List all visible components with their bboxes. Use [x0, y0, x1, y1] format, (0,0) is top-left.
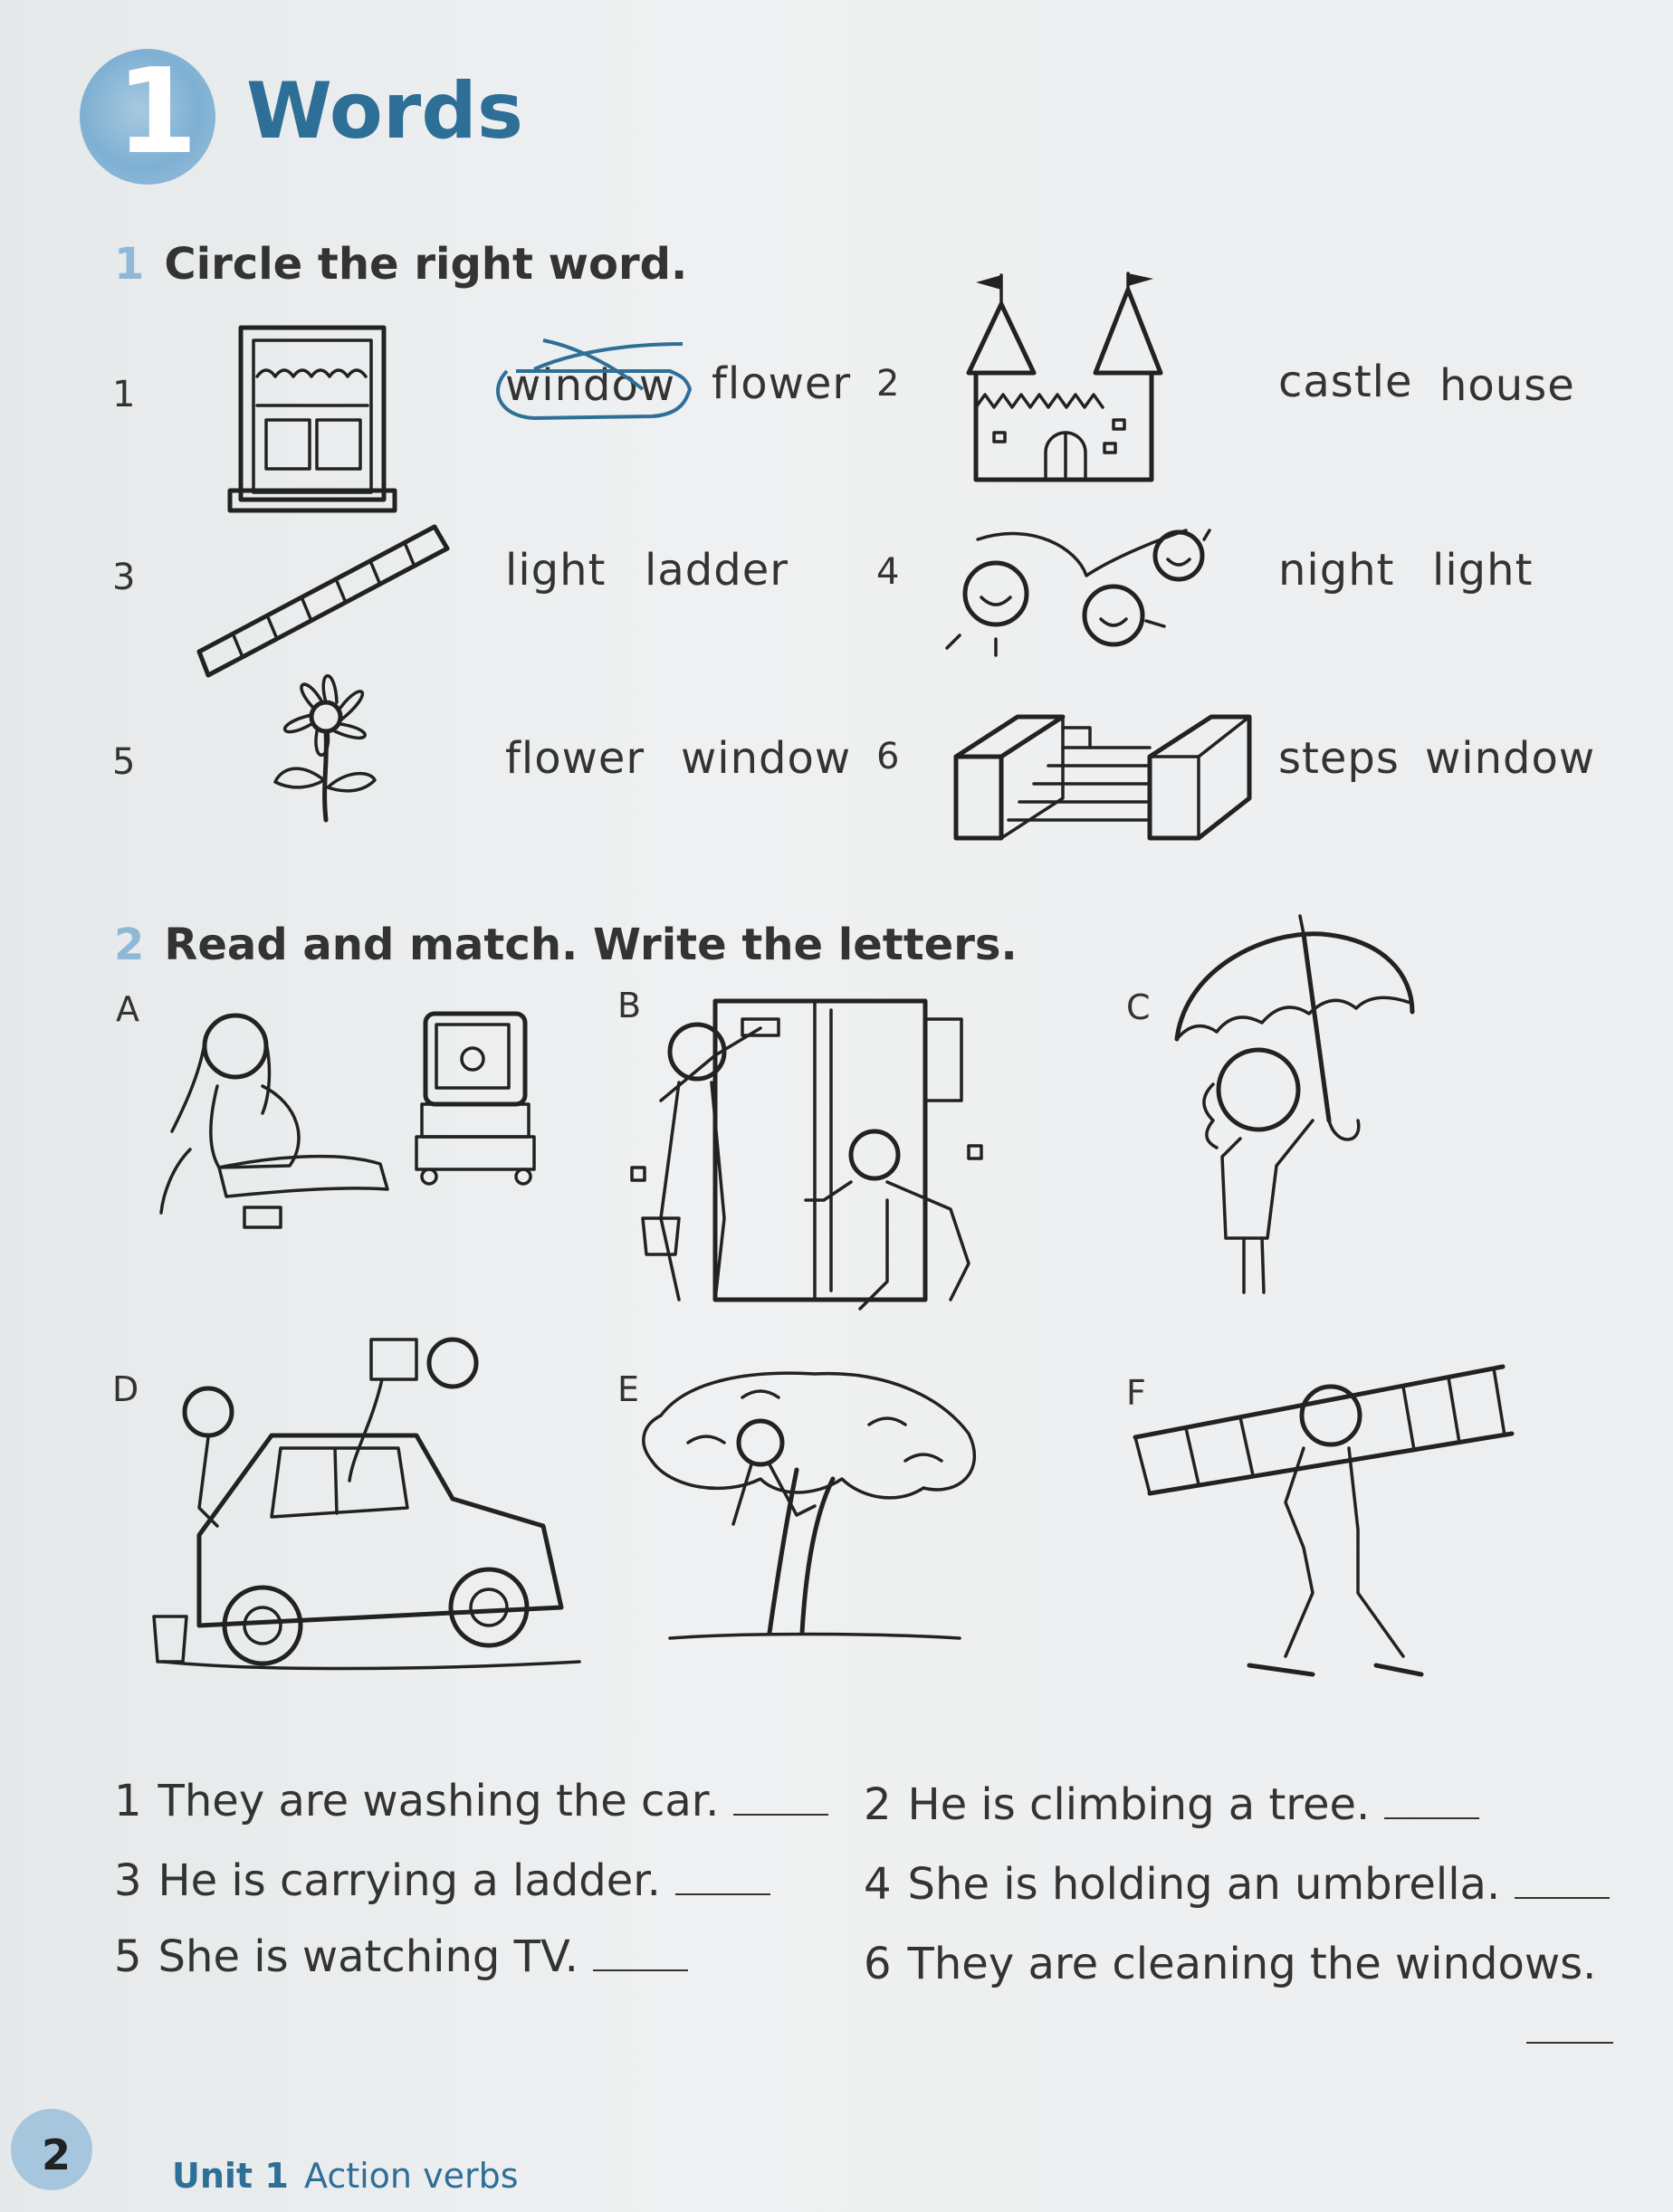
option-window[interactable]: window: [505, 360, 676, 411]
exercise1-instruction: Circle the right word.: [164, 239, 688, 290]
option-flower-2[interactable]: flower: [505, 733, 645, 784]
sentence-6-number: 6: [864, 1939, 892, 1989]
exercise2-heading: [114, 920, 1018, 970]
sentence-4: [864, 1859, 1610, 1910]
item-number-6: 6: [876, 736, 900, 777]
sentence-6: [864, 1939, 1597, 1989]
page-title: Words: [246, 66, 524, 157]
option-window-2[interactable]: window: [681, 733, 852, 784]
option-ladder[interactable]: ladder: [645, 545, 789, 596]
picture-letter-f: F: [1126, 1373, 1146, 1413]
answer-blank-5[interactable]: [593, 1969, 688, 1971]
picture-letter-c: C: [1126, 987, 1151, 1027]
carrying-ladder-picture: [1132, 1358, 1602, 1702]
sentence-5: [114, 1931, 688, 1982]
sentence-6-text: They are cleaning the windows.: [907, 1939, 1597, 1989]
exercise1-number: 1: [114, 239, 145, 290]
footer-unit-label: Unit 1: [172, 2156, 289, 2196]
option-light[interactable]: light: [505, 545, 607, 596]
sentence-1-number: 1: [114, 1776, 142, 1826]
option-light-2[interactable]: light: [1432, 545, 1534, 596]
page-number: 2: [42, 2131, 72, 2179]
item-number-1: 1: [112, 374, 136, 415]
item-number-2: 2: [876, 363, 900, 405]
option-steps[interactable]: steps: [1278, 733, 1400, 784]
item-number-3: 3: [112, 557, 136, 598]
sentence-1-text: They are washing the car.: [158, 1776, 720, 1826]
string-lights-picture: [942, 503, 1213, 666]
item-number-5: 5: [112, 741, 136, 783]
sentence-2: [864, 1779, 1479, 1830]
answer-blank-2[interactable]: [1384, 1817, 1479, 1819]
sentence-2-number: 2: [864, 1779, 892, 1830]
answer-blank-6[interactable]: [1526, 2042, 1613, 2044]
cleaning-windows-picture: [625, 992, 1014, 1327]
answer-blank-3[interactable]: [675, 1893, 770, 1895]
answer-blank-1[interactable]: [733, 1814, 828, 1816]
sentence-3-number: 3: [114, 1855, 142, 1906]
option-window-3[interactable]: window: [1425, 733, 1596, 784]
sentence-5-number: 5: [114, 1931, 142, 1982]
sentence-3: [114, 1855, 770, 1906]
exercise2-number: 2: [114, 920, 145, 970]
girl-watching-tv-picture: [154, 996, 543, 1249]
example-circle-mark: [480, 335, 697, 434]
sentence-5-text: She is watching TV.: [158, 1931, 578, 1982]
sentence-1: [114, 1776, 828, 1826]
sentence-3-text: He is carrying a ladder.: [158, 1855, 661, 1906]
flower-picture: [253, 661, 416, 824]
girl-with-umbrella-picture: [1159, 912, 1421, 1311]
option-night[interactable]: night: [1278, 545, 1395, 596]
option-flower[interactable]: flower: [712, 358, 852, 409]
steps-picture: [954, 711, 1253, 847]
exercise2-instruction: Read and match. Write the letters.: [164, 920, 1018, 970]
item-number-4: 4: [876, 551, 900, 593]
sentence-4-text: She is holding an umbrella.: [907, 1859, 1501, 1910]
option-house[interactable]: house: [1439, 360, 1575, 411]
unit-number: 1: [116, 43, 198, 180]
washing-car-picture: [145, 1336, 598, 1680]
sentence-2-text: He is climbing a tree.: [907, 1779, 1371, 1830]
exercise1-heading: [114, 239, 688, 290]
picture-letter-d: D: [112, 1369, 139, 1409]
picture-letter-e: E: [617, 1369, 640, 1409]
window-picture: [226, 322, 398, 521]
answer-blank-4[interactable]: [1515, 1897, 1610, 1899]
option-castle[interactable]: castle: [1278, 357, 1413, 407]
sentence-4-number: 4: [864, 1859, 892, 1910]
castle-picture: [951, 272, 1177, 489]
picture-letter-a: A: [116, 989, 139, 1029]
footer-unit-topic: Action verbs: [304, 2156, 519, 2196]
picture-letter-b: B: [617, 986, 642, 1025]
climbing-tree-picture: [634, 1361, 996, 1651]
